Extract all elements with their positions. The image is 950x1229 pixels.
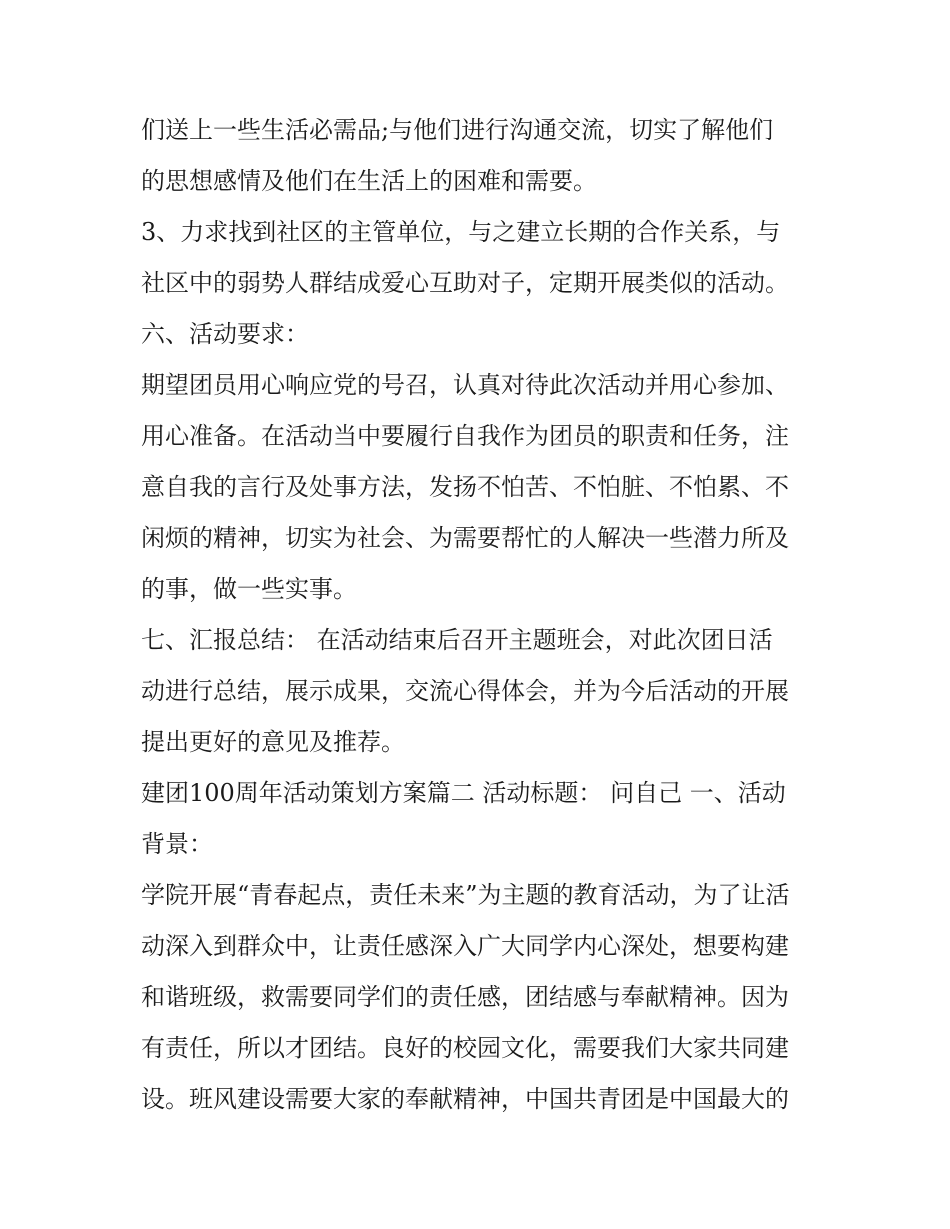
text-line: 学院开展“青春起点，责任未来”为主题的教育活动，为了让活 (141, 881, 790, 909)
text-line: 背景： (141, 830, 213, 858)
text-line: 动深入到群众中，让责任感深入广大同学内心深处，想要构建 (141, 932, 789, 960)
text-line: 闲烦的精神，切实为社会、为需要帮忙的人解决一些潜力所及 (141, 524, 789, 552)
text-line: 期望团员用心响应党的号召，认真对待此次活动并用心参加、 (141, 371, 789, 399)
text-line: 们送上一些生活必需品;与他们进行沟通交流，切实了解他们 (141, 116, 774, 144)
text-line: 社区中的弱势人群结成爱心互助对子，定期开展类似的活动。 (141, 269, 789, 297)
text-line: 的思想感情及他们在生活上的困难和需要。 (141, 167, 597, 195)
text-line: 的事，做一些实事。 (141, 575, 357, 603)
section-heading: 六、活动要求： (141, 320, 309, 348)
text-line: 和谐班级，救需要同学们的责任感，团结感与奉献精神。因为 (141, 983, 789, 1011)
text-line: 用心准备。在活动当中要履行自我作为团员的职责和任务，注 (141, 422, 789, 450)
text-line: 提出更好的意见及推荐。 (141, 728, 405, 756)
section-heading: 建团100周年活动策划方案篇二 活动标题： 问自己 一、活动 (141, 779, 786, 807)
text-line: 有责任，所以才团结。良好的校园文化，需要我们大家共同建 (141, 1034, 789, 1062)
text-line: 动进行总结，展示成果，交流心得体会，并为今后活动的开展 (141, 677, 789, 705)
text-line: 设。班风建设需要大家的奉献精神，中国共青团是中国最大的 (141, 1085, 789, 1113)
text-line: 意自我的言行及处事方法，发扬不怕苦、不怕脏、不怕累、不 (141, 473, 789, 501)
text-line: 3、力求找到社区的主管单位，与之建立长期的合作关系，与 (141, 218, 781, 246)
section-heading: 七、汇报总结： 在活动结束后召开主题班会，对此次团日活 (141, 626, 773, 654)
